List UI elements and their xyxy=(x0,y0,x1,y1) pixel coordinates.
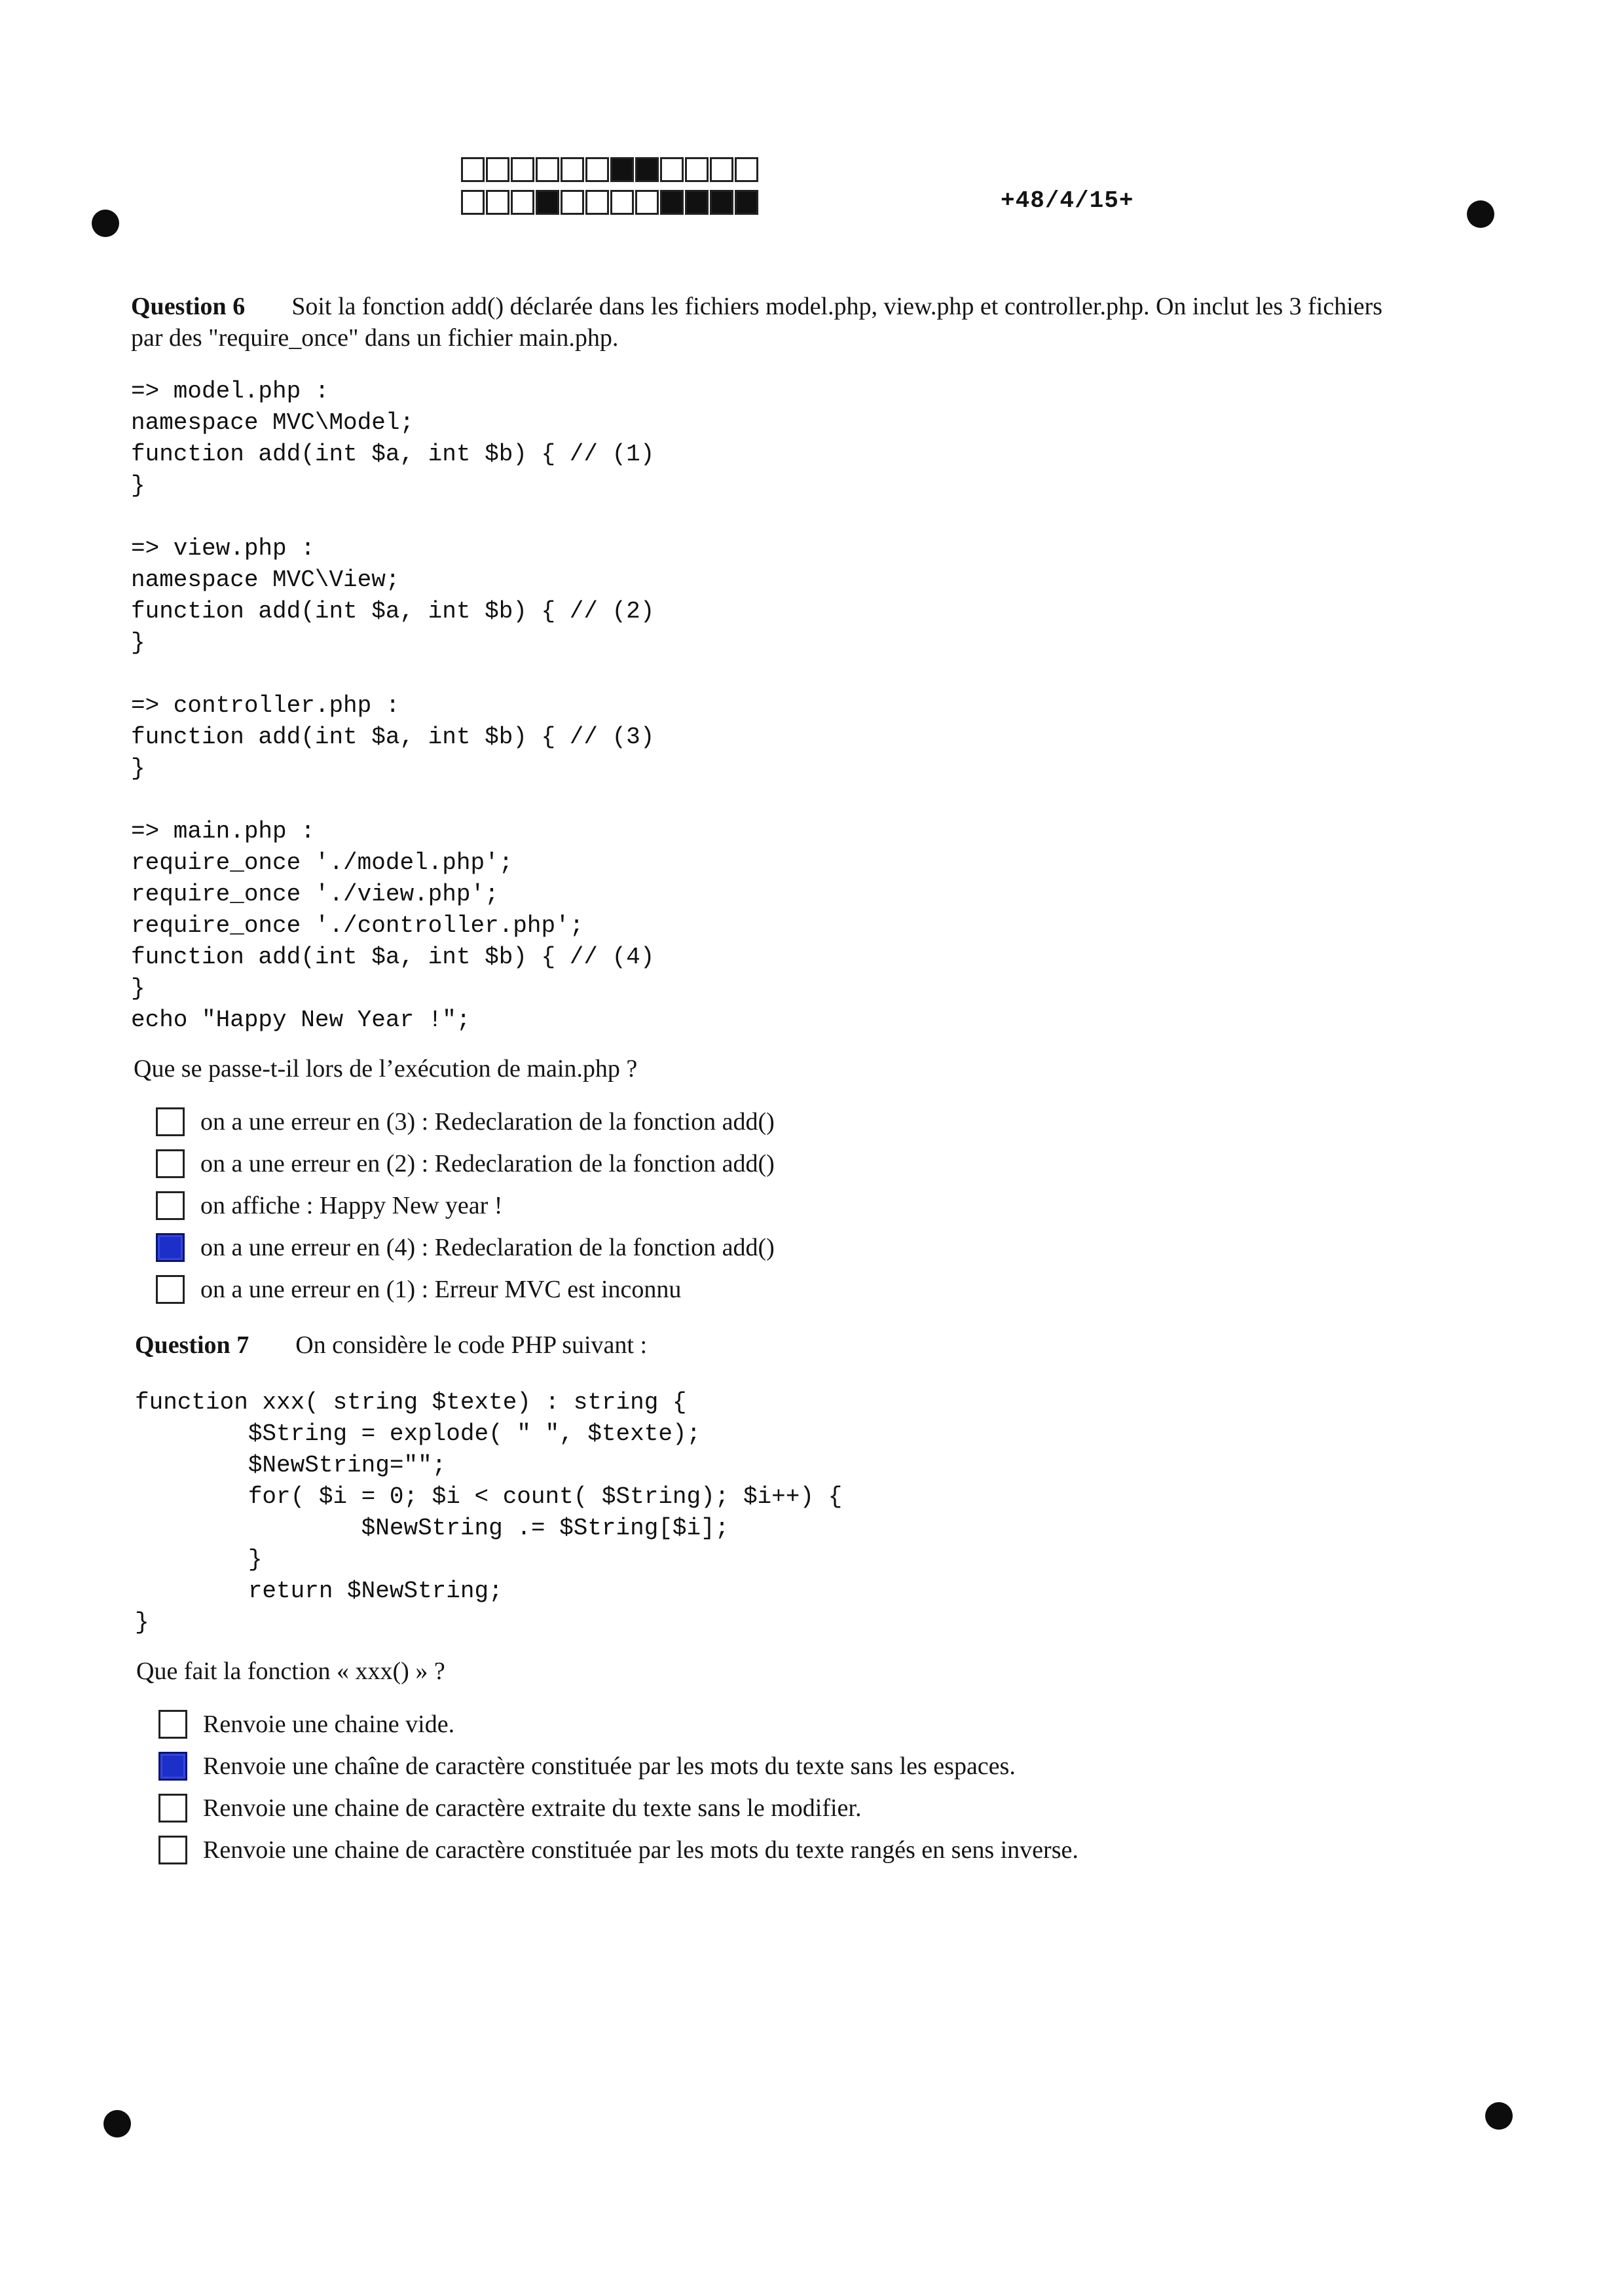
barcode-cell xyxy=(585,157,609,182)
checkbox[interactable] xyxy=(158,1836,187,1864)
question-6-prompt: Que se passe-t-il lors de l’exécution de main.php ? xyxy=(134,1055,638,1083)
question-6-header xyxy=(131,291,1382,322)
barcode-cell xyxy=(710,157,733,182)
question-7-header xyxy=(135,1329,647,1361)
corner-mark-top-left xyxy=(92,210,119,237)
checkbox[interactable] xyxy=(156,1191,185,1220)
barcode-cell xyxy=(735,190,758,215)
barcode-cell xyxy=(610,190,634,215)
checkbox[interactable] xyxy=(156,1275,185,1304)
q6-choice[interactable] xyxy=(156,1273,681,1306)
corner-mark-top-right xyxy=(1467,200,1494,228)
choice-label: on affiche : Happy New year ! xyxy=(200,1192,503,1219)
checkbox[interactable] xyxy=(156,1149,185,1178)
question-7-text: On considère le code PHP suivant : xyxy=(295,1331,648,1359)
barcode-cell xyxy=(461,157,485,182)
corner-mark-bottom-left xyxy=(103,2110,131,2138)
q6-choice[interactable] xyxy=(156,1189,502,1222)
barcode-cell xyxy=(486,190,509,215)
checkbox[interactable] xyxy=(158,1710,187,1739)
choice-label: Renvoie une chaine vide. xyxy=(203,1711,455,1738)
barcode-cell xyxy=(486,157,509,182)
choice-label: Renvoie une chaine de caractère constituée par les mots du texte rangés en sens inverse. xyxy=(203,1836,1079,1864)
barcode-cell xyxy=(536,157,559,182)
barcode-cell xyxy=(660,190,684,215)
choice-label: on a une erreur en (3) : Redeclaration de la fonction add() xyxy=(200,1108,775,1136)
checkbox-checked[interactable] xyxy=(156,1233,185,1262)
choice-label: on a une erreur en (1) : Erreur MVC est inconnu xyxy=(200,1276,682,1303)
barcode-cell xyxy=(660,157,684,182)
code-block-model: => model.php : namespace MVC\Model; function add(int $a, int $b) { // (1) } xyxy=(131,378,655,499)
checkbox-checked[interactable] xyxy=(158,1752,187,1781)
q7-choice[interactable] xyxy=(158,1750,1016,1783)
barcode-cell xyxy=(511,157,534,182)
q7-choice[interactable] xyxy=(158,1792,861,1824)
question-7-label: Question 7 xyxy=(135,1331,249,1359)
barcode-cell xyxy=(511,190,534,215)
corner-mark-bottom-right xyxy=(1485,2102,1513,2130)
page-identifier: +48/4/15+ xyxy=(1001,187,1134,214)
q6-choice[interactable] xyxy=(156,1105,775,1138)
q7-choice[interactable] xyxy=(158,1834,1079,1866)
question-7-prompt: Que fait la fonction « xxx() » ? xyxy=(136,1657,445,1685)
barcode-cell xyxy=(536,190,559,215)
barcode-cell xyxy=(610,157,634,182)
code-block-controller: => controller.php : function add(int $a, int $b) { // (3) } xyxy=(131,692,655,782)
choice-label: on a une erreur en (2) : Redeclaration de la fonction add() xyxy=(200,1150,775,1177)
barcode-cell xyxy=(561,157,584,182)
barcode-cell xyxy=(735,157,758,182)
question-6-text-continued: par des "require_once" dans un fichier main.php. xyxy=(131,324,619,352)
barcode-cell xyxy=(635,157,659,182)
choice-label: Renvoie une chaîne de caractère constituée par les mots du texte sans les espaces. xyxy=(203,1752,1016,1780)
code-block-xxx: function xxx( string $texte) : string { $String = explode( " ", $texte); $NewString=""; for( $i = 0; $i < count( $String); $i++) { $NewString .= $String[$i]; } return $NewString; } xyxy=(135,1389,843,1636)
barcode-cell xyxy=(685,157,709,182)
checkbox[interactable] xyxy=(156,1107,185,1136)
barcode-cell xyxy=(585,190,609,215)
choice-label: Renvoie une chaine de caractère extraite du texte sans le modifier. xyxy=(203,1794,862,1822)
q6-choice[interactable] xyxy=(156,1147,775,1180)
code-block-main: => main.php : require_once './model.php'; require_once './view.php'; require_once './controller.php'; function add(int $a, int $b) { // (4) } echo "Happy New Year !"; xyxy=(131,818,655,1033)
barcode-cell xyxy=(561,190,584,215)
q7-choice[interactable] xyxy=(158,1708,454,1741)
q6-choice[interactable] xyxy=(156,1231,775,1264)
code-block-view: => view.php : namespace MVC\View; function add(int $a, int $b) { // (2) } xyxy=(131,535,655,656)
barcode-cell xyxy=(635,190,659,215)
barcode-cell xyxy=(710,190,733,215)
question-6-label: Question 6 xyxy=(131,293,246,320)
choice-label: on a une erreur en (4) : Redeclaration de la fonction add() xyxy=(200,1234,775,1261)
checkbox[interactable] xyxy=(158,1794,187,1823)
question-6-text: Soit la fonction add() déclarée dans les fichiers model.php, view.php et controller.php. On inclut les 3 fichiers xyxy=(291,293,1383,320)
barcode-cell xyxy=(685,190,709,215)
barcode-cell xyxy=(461,190,485,215)
